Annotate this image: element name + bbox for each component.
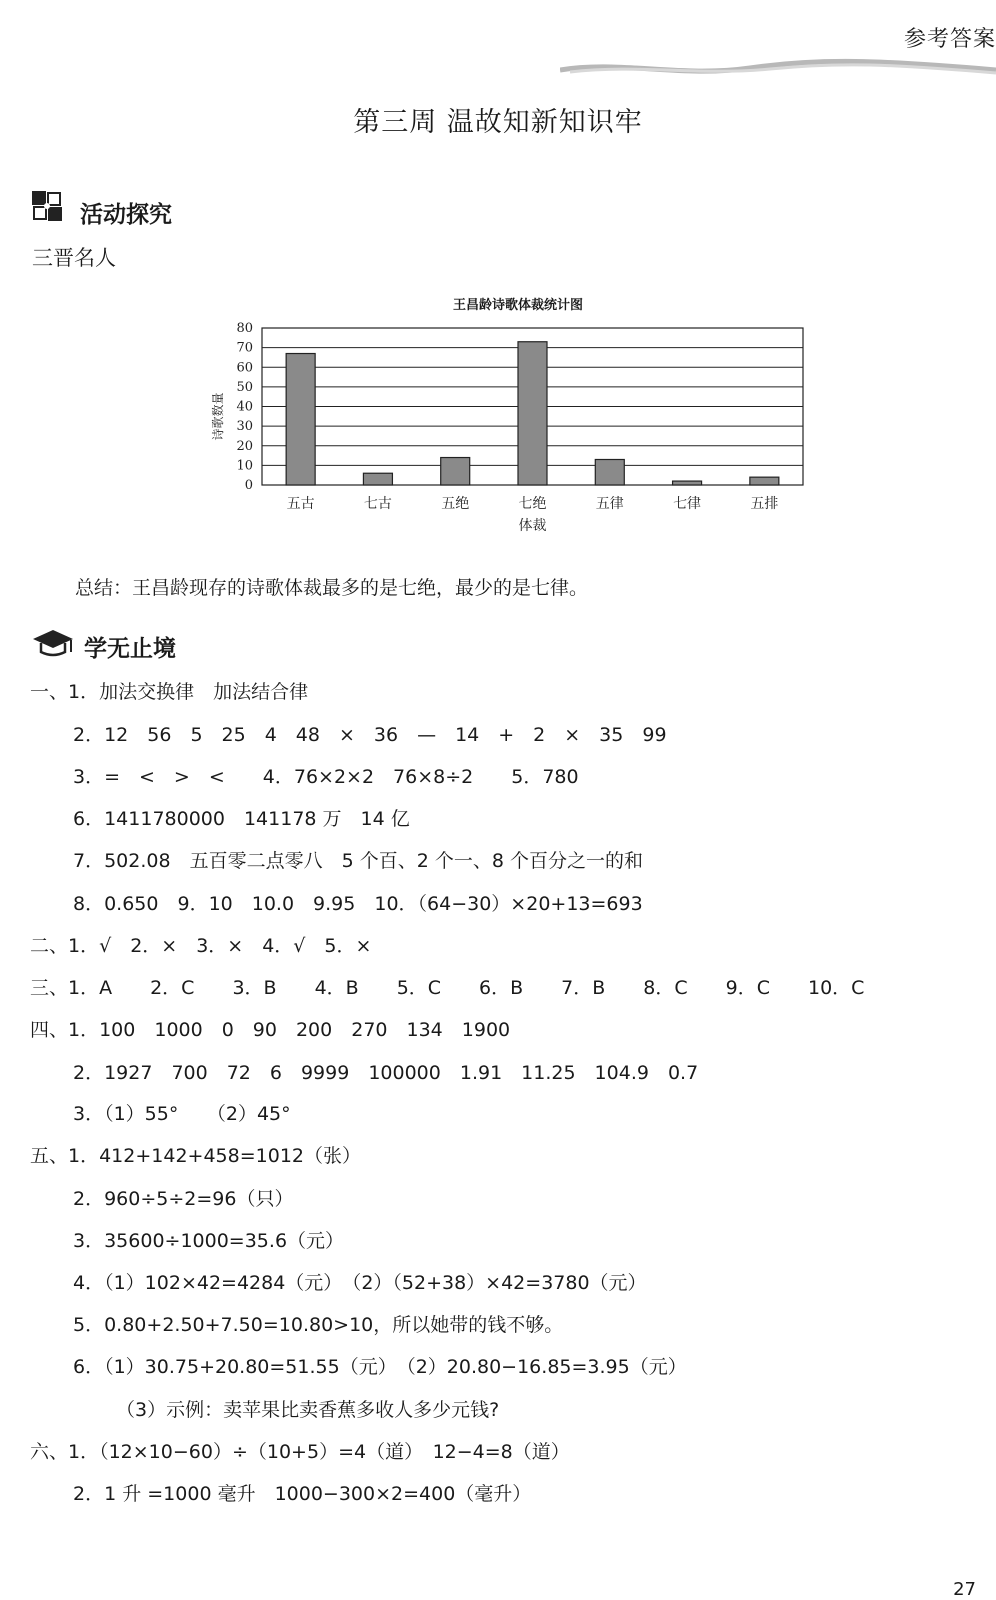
- y-tick-label: 50: [236, 379, 253, 395]
- page-number: 27: [953, 1579, 976, 1600]
- answer-line: 6．（1）30.75+20.80=51.55（元） （2）20.80−16.85=3.95（元）: [73, 1356, 687, 1378]
- x-tick-label: 七绝: [518, 496, 547, 512]
- answer-line: 3．（1）55° （2）45°: [73, 1103, 291, 1125]
- answer-line: 六、1．（12×10−60）÷（10+5）=4（道） 12−4=8（道）: [30, 1441, 570, 1463]
- answer-line: 6．1411780000 141178 万 14 亿: [73, 808, 410, 830]
- header-wave-decoration: [560, 56, 996, 80]
- answer-line: 3．35600÷1000=35.6（元）: [73, 1230, 345, 1252]
- x-axis-label: 体裁: [518, 518, 547, 534]
- bar-chart: [205, 318, 825, 548]
- puzzle-icon: [30, 189, 68, 223]
- y-axis-label: 诗歌数量: [211, 392, 225, 441]
- y-tick-label: 10: [236, 458, 253, 474]
- x-tick-label: 五排: [750, 496, 779, 512]
- y-tick-label: 0: [244, 478, 253, 493]
- answer-line: 三、1．A 2．C 3．B 4．B 5．C 6．B 7．B 8．C 9．C 10．C: [30, 977, 865, 999]
- bar-五律: [595, 459, 624, 485]
- graduation-cap-icon: [31, 628, 75, 658]
- page-title: 第三周 温故知新知识牢: [353, 107, 643, 138]
- y-tick-label: 30: [236, 419, 253, 435]
- bar-五排: [750, 477, 779, 485]
- x-tick-label: 七律: [673, 496, 702, 512]
- answer-line: 7．502.08 五百零二点零八 5 个百、2 个一、8 个百分之一的和: [73, 850, 643, 872]
- x-tick-label: 五古: [286, 496, 315, 512]
- answer-line: 2．960÷5÷2=96（只）: [73, 1188, 294, 1210]
- answer-line: 3．= < > < 4．76×2×2 76×8÷2 5．780: [73, 766, 579, 788]
- x-tick-label: 五绝: [441, 496, 470, 512]
- answer-line: 2．12 56 5 25 4 48 × 36 — 14 + 2 × 35 99: [73, 724, 667, 746]
- answer-line: 二、1．√ 2．× 3．× 4．√ 5．×: [30, 935, 372, 957]
- y-tick-label: 80: [236, 321, 253, 336]
- bar-五绝: [441, 458, 470, 485]
- bar-七绝: [518, 342, 547, 485]
- answer-line: 一、1．加法交换律 加法结合律: [30, 681, 309, 703]
- x-tick-label: 七古: [363, 496, 392, 512]
- bar-五古: [286, 354, 315, 485]
- answer-line: （3）示例：卖苹果比卖香蕉多收人多少元钱?: [116, 1399, 500, 1421]
- header-corner-text: 参考答案: [903, 27, 996, 52]
- answer-line: 2．1 升 =1000 毫升 1000−300×2=400（毫升）: [73, 1483, 532, 1505]
- bar-七律: [673, 481, 702, 485]
- y-tick-label: 40: [236, 399, 253, 415]
- y-tick-label: 70: [236, 340, 253, 356]
- answer-line: 四、1．100 1000 0 90 200 270 134 1900: [30, 1019, 511, 1041]
- chart-summary: 总结：王昌龄现存的诗歌体裁最多的是七绝，最少的是七律。: [75, 577, 589, 599]
- section-subheading: 三晋名人: [32, 246, 116, 270]
- x-tick-label: 五律: [595, 496, 624, 512]
- y-tick-label: 60: [236, 360, 253, 376]
- chart-title: 王昌龄诗歌体裁统计图: [452, 298, 583, 313]
- section-heading-activity: 活动探究: [80, 202, 172, 228]
- answer-line: 8．0.650 9．10 10.0 9.95 10．（64−30）×20+13=693: [73, 893, 643, 915]
- answer-line: 2．1927 700 72 6 9999 100000 1.91 11.25 104.9 0.7: [73, 1062, 699, 1084]
- answer-line: 5．0.80+2.50+7.50=10.80>10，所以她带的钱不够。: [73, 1314, 564, 1336]
- section-heading-learning: 学无止境: [84, 636, 176, 662]
- answer-line: 五、1．412+142+458=1012（张）: [30, 1145, 361, 1167]
- y-tick-label: 20: [236, 438, 253, 454]
- answer-line: 4．（1）102×42=4284（元） （2）（52+38）×42=3780（元）: [73, 1272, 647, 1294]
- bar-七古: [363, 473, 392, 485]
